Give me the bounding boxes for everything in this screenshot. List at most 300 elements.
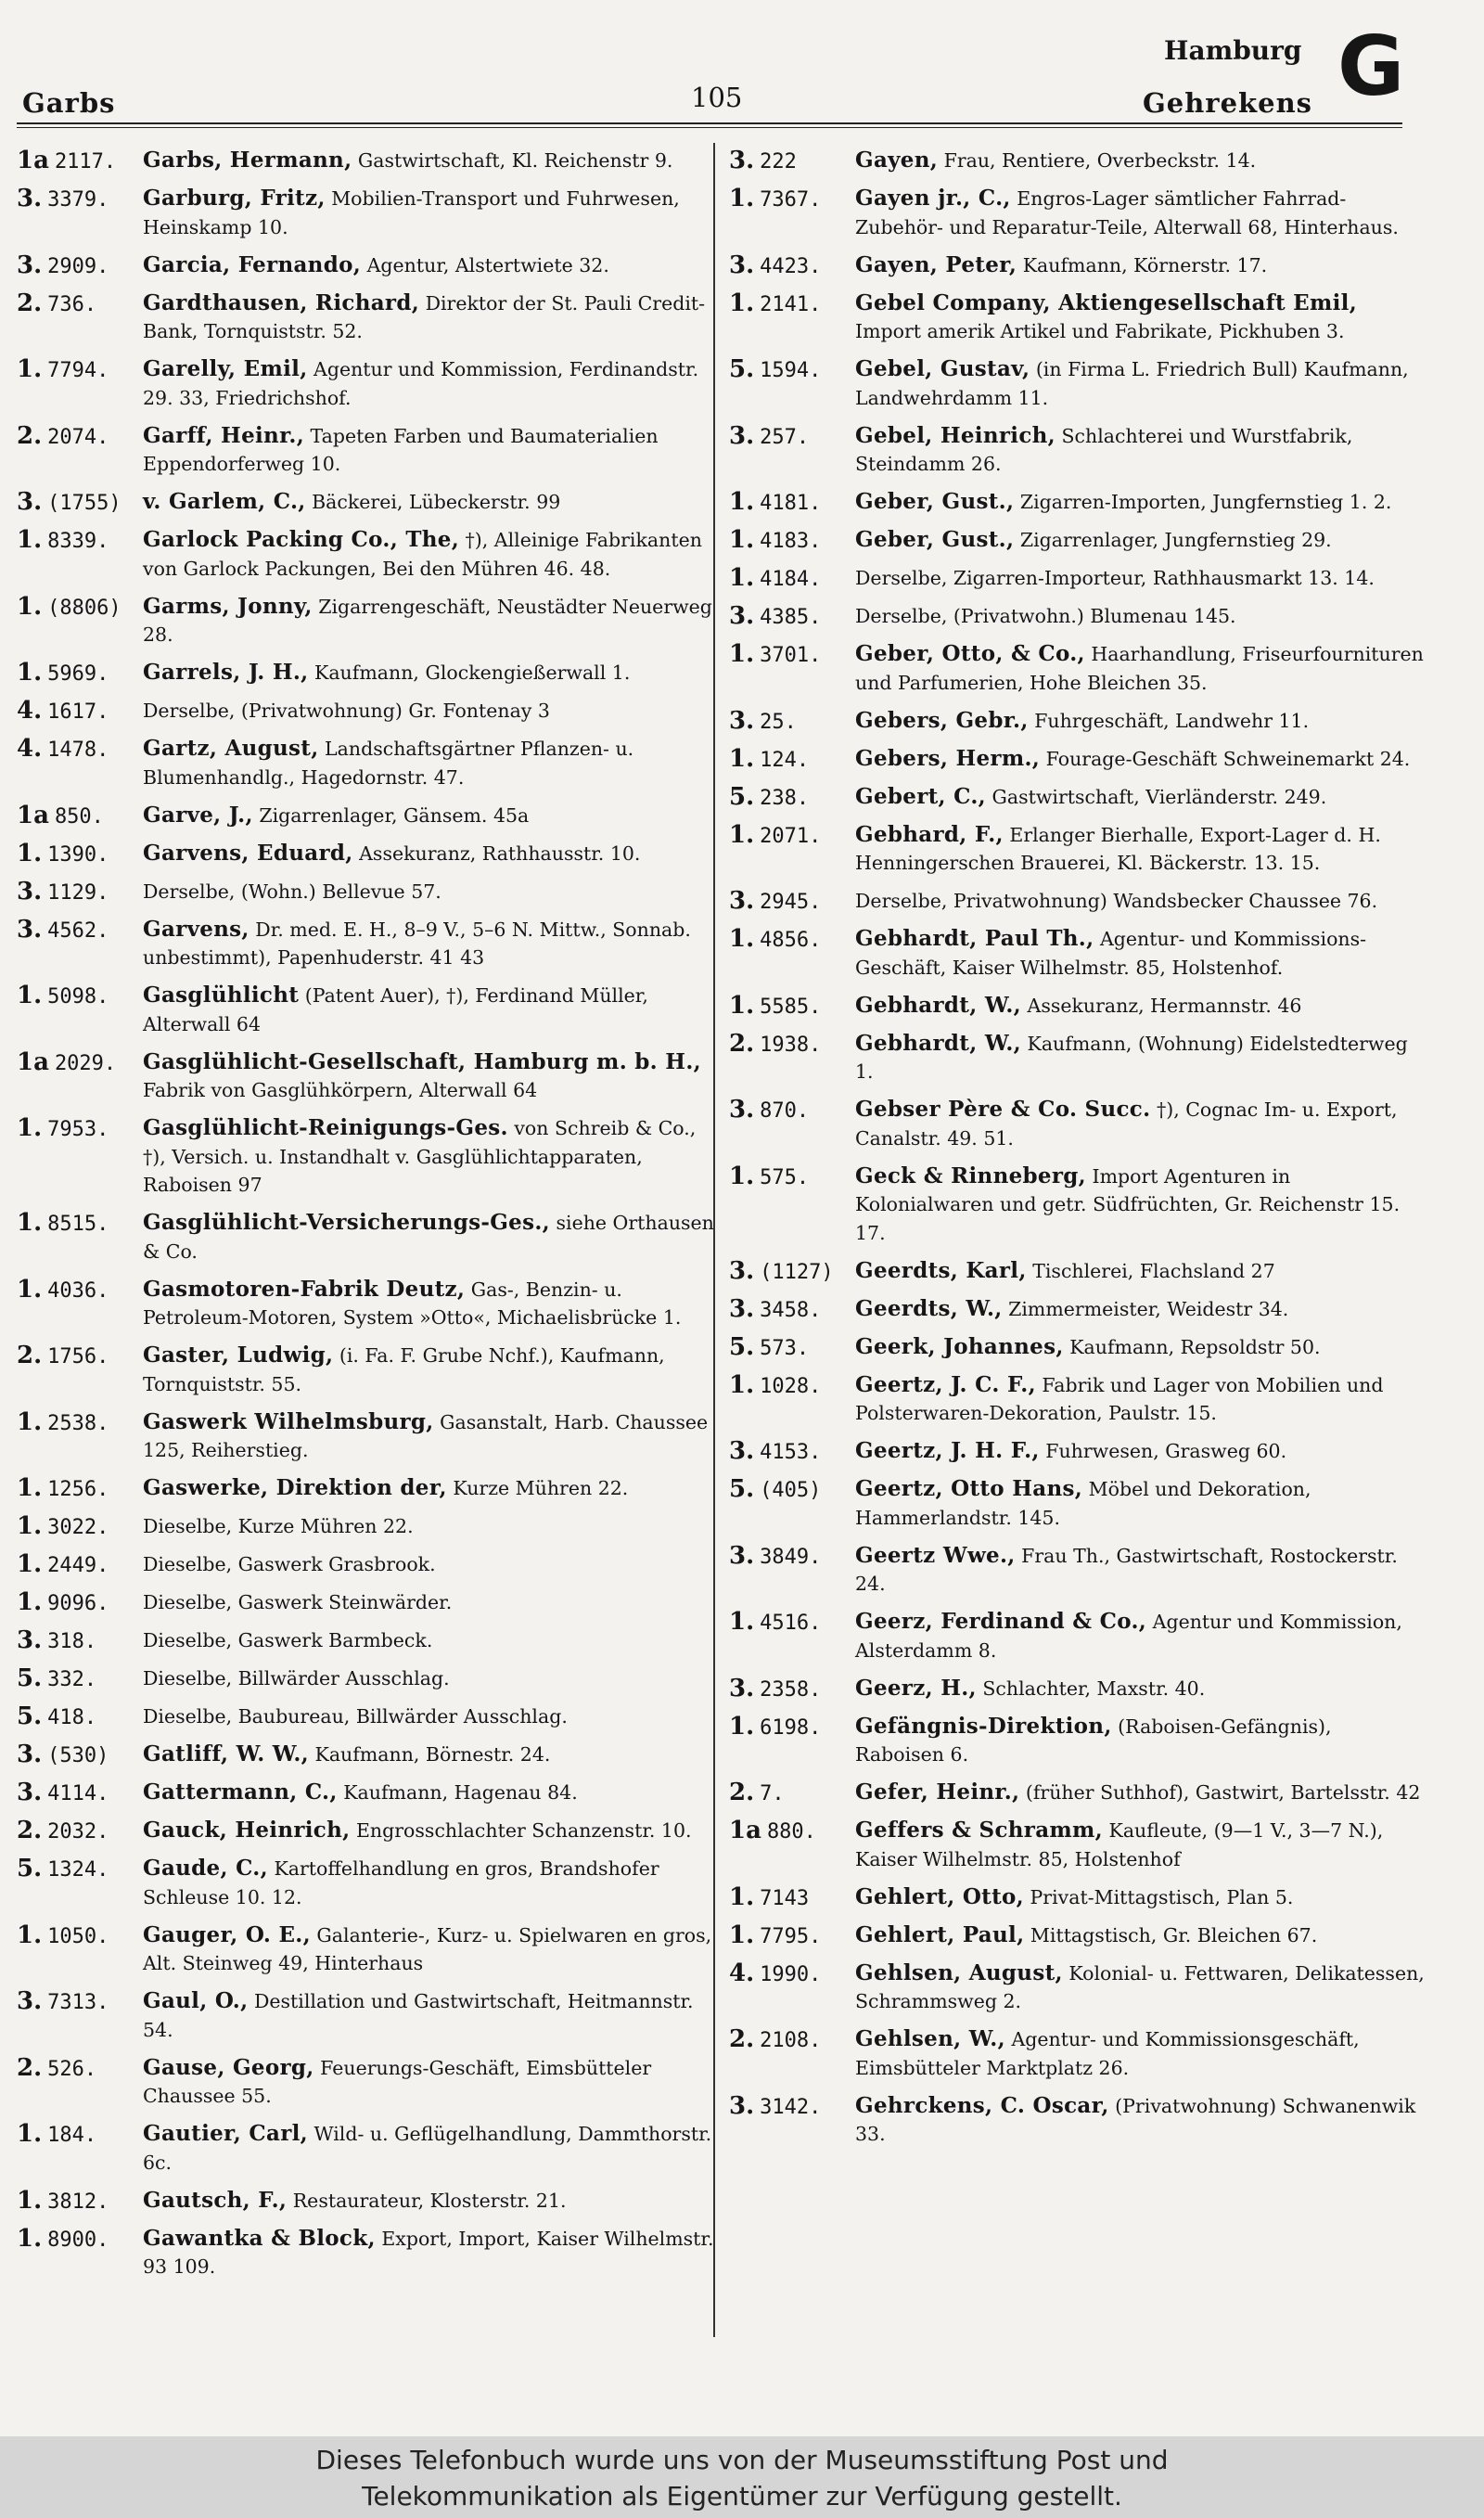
subscriber-details: Bäckerei, Lübeckerstr. 99 xyxy=(312,491,561,513)
directory-entry xyxy=(729,1295,1426,1324)
directory-entry xyxy=(729,1542,1426,1599)
directory-entry xyxy=(729,640,1426,697)
exchange-class: 4. xyxy=(17,735,43,763)
exchange-class: 1. xyxy=(17,1114,43,1142)
phone-number xyxy=(17,802,139,832)
exchange-class: 2. xyxy=(17,1342,43,1369)
subscriber-name: Gaul, O., xyxy=(143,1988,249,2013)
subscriber-details: Tischlerei, Flachsland 27 xyxy=(1032,1259,1275,1282)
subscriber-details: Import amerik Artikel und Fabrikate, Pickhuben 3. xyxy=(855,320,1345,342)
phone-number xyxy=(729,1257,851,1288)
line-number: 4184. xyxy=(760,568,822,591)
line-number: 4181. xyxy=(760,492,822,515)
directory-entry xyxy=(17,1114,714,1200)
line-number: (8806) xyxy=(47,596,122,620)
directory-entry xyxy=(17,1987,714,2044)
exchange-class: 5. xyxy=(17,1664,43,1692)
directory-entry xyxy=(729,1163,1426,1248)
line-number: 2032. xyxy=(47,1820,109,1844)
exchange-class: 4. xyxy=(17,697,43,725)
subscriber-name: Gasglühlicht-Reinigungs-Ges. xyxy=(143,1115,508,1140)
phone-number xyxy=(729,422,851,453)
exchange-class: 1. xyxy=(17,592,43,621)
line-number: 332. xyxy=(47,1668,97,1691)
subscriber-name: Geber, Otto, & Co., xyxy=(855,641,1085,666)
phone-number xyxy=(729,1713,851,1743)
directory-entry xyxy=(17,2225,714,2281)
subscriber-details: Gastwirtschaft, Vierländerstr. 249. xyxy=(991,785,1327,808)
exchange-class: 1. xyxy=(729,1712,755,1741)
exchange-class: 1. xyxy=(729,1608,755,1636)
subscriber-details: Dr. med. E. H., 8–9 V., 5–6 N. Mittw., Sonnab. unbestimmt), Papenhuderstr. 41 43 xyxy=(143,918,691,969)
subscriber-details: Kaufmann, Hagenau 84. xyxy=(343,1781,578,1804)
directory-entry xyxy=(729,2025,1426,2082)
subscriber-name: Gaswerk Wilhelmsburg, xyxy=(143,1408,434,1434)
phone-number xyxy=(17,840,139,870)
line-number: 2074. xyxy=(47,425,109,449)
exchange-class: 5. xyxy=(17,1855,43,1882)
exchange-class: 1. xyxy=(17,355,43,383)
subscriber-name: Gehlsen, W., xyxy=(855,2026,1005,2051)
line-number: 575. xyxy=(760,1165,810,1189)
exchange-class: 3. xyxy=(17,1626,43,1654)
line-number: 7313. xyxy=(47,1991,109,2014)
directory-entry xyxy=(729,992,1426,1021)
subscriber-details: Direktor der St. Pauli Credit-Bank, Tornquiststr. 52. xyxy=(143,291,706,342)
directory-entry xyxy=(729,564,1426,593)
phone-number xyxy=(17,982,139,1012)
subscriber-name: Gehlsen, August, xyxy=(855,1959,1063,1985)
ownership-notice xyxy=(0,2436,1484,2518)
exchange-class: 1. xyxy=(17,1474,43,1502)
subscriber-details: Zigarren-Importen, Jungfernstieg 1. 2. xyxy=(1019,491,1392,513)
line-number: 257. xyxy=(760,425,810,449)
subscriber-details: Kaufmann, (Wohnung) Eidelstedterweg 1. xyxy=(855,1032,1408,1083)
subscriber-name: Gebers, Herm., xyxy=(855,745,1041,771)
directory-entry xyxy=(17,593,714,649)
directory-entry xyxy=(17,422,714,479)
phone-number xyxy=(729,1675,851,1705)
exchange-class: 1. xyxy=(729,289,755,317)
running-head-last-entry: Gehrekens xyxy=(1143,87,1312,119)
exchange-class: 1. xyxy=(17,839,43,867)
exchange-class: 1. xyxy=(729,925,755,953)
directory-entry xyxy=(17,1626,714,1655)
exchange-class: 1. xyxy=(729,640,755,668)
exchange-class: 3. xyxy=(729,1541,755,1570)
subscriber-name: Gefängnis-Direktion, xyxy=(855,1713,1112,1739)
phone-number xyxy=(17,2187,139,2217)
directory-entry xyxy=(729,1921,1426,1950)
exchange-class: 1. xyxy=(17,526,43,554)
subscriber-name: Geertz, Otto Hans, xyxy=(855,1476,1083,1501)
subscriber-details: Schlachter, Maxstr. 40. xyxy=(982,1677,1206,1700)
directory-entry xyxy=(17,2054,714,2111)
directory-entry xyxy=(729,422,1426,479)
subscriber-details: Frau Th., Gastwirtschaft, Rostockerstr. 24. xyxy=(855,1544,1398,1595)
directory-entry xyxy=(729,1333,1426,1362)
phone-number xyxy=(17,1408,139,1439)
subscriber-details: Kaufmann, Körnerstr. 17. xyxy=(1022,253,1268,276)
phone-number xyxy=(17,1664,139,1695)
subscriber-name: Gasglühlicht xyxy=(143,983,300,1008)
directory-entry xyxy=(729,1257,1426,1286)
subscriber-details: Dieselbe, Kurze Mühren 22. xyxy=(143,1515,414,1537)
line-number: 4114. xyxy=(47,1782,109,1805)
line-number: 2449. xyxy=(47,1554,109,1577)
line-number: 222 xyxy=(760,150,797,173)
subscriber-details: Erlanger Bierhalle, Export-Lager d. H. Henningerschen Brauerei, Kl. Bäckerstr. 13. 15. xyxy=(855,823,1381,874)
subscriber-details: Gasanstalt, Harb. Chaussee 125, Reiherstieg. xyxy=(143,1410,709,1461)
exchange-class: 1. xyxy=(729,488,755,516)
subscriber-details: Assekuranz, Rathhausstr. 10. xyxy=(359,841,641,865)
subscriber-details: (früher Suthhof), Gastwirt, Bartelsstr. 42 xyxy=(1025,1781,1421,1804)
line-number: 880. xyxy=(766,1820,816,1844)
exchange-class: 1. xyxy=(17,2186,43,2215)
city-heading: Hamburg xyxy=(1164,35,1302,66)
phone-number xyxy=(17,355,139,386)
directory-entry xyxy=(17,289,714,346)
subscriber-details: Kaufmann, Repsoldstr 50. xyxy=(1069,1335,1321,1358)
subscriber-details: Gas-, Benzin- u. Petroleum-Motoren, System »Otto«, Michaelisbrücke 1. xyxy=(143,1278,682,1329)
directory-entry xyxy=(17,1209,714,1265)
subscriber-name: Gehlert, Paul, xyxy=(855,1921,1025,1947)
phone-number xyxy=(729,1371,851,1402)
subscriber-name: Geber, Gust., xyxy=(855,489,1015,514)
subscriber-details: Möbel und Dekoration, Hammerlandstr. 145. xyxy=(855,1478,1311,1529)
phone-number xyxy=(729,1542,851,1573)
directory-entry xyxy=(729,2092,1426,2149)
line-number: 5098. xyxy=(47,985,109,1008)
subscriber-details: Import Agenturen in Kolonialwaren und getr. Südfrüchten, Gr. Reichenstr 15. 17. xyxy=(855,1164,1401,1244)
directory-entry xyxy=(729,1608,1426,1664)
phone-number xyxy=(729,887,851,918)
phone-number xyxy=(17,1702,139,1733)
line-number: 2909. xyxy=(47,254,109,278)
phone-number xyxy=(17,593,139,623)
phone-number xyxy=(17,1741,139,1771)
subscriber-details: Agentur und Kommission, Alsterdamm 8. xyxy=(855,1611,1402,1662)
line-number: 3022. xyxy=(47,1516,109,1539)
line-number: 6198. xyxy=(760,1715,822,1740)
subscriber-name: Gayen, xyxy=(855,148,939,173)
phone-number xyxy=(17,1342,139,1372)
exchange-class: 3. xyxy=(729,2091,755,2120)
phone-number xyxy=(729,1475,851,1506)
exchange-class: 1. xyxy=(17,1512,43,1540)
directory-entry xyxy=(17,147,714,175)
subscriber-details: Kaufmann, Glockengießerwall 1. xyxy=(314,662,631,684)
subscriber-details: Agentur und Kommission, Ferdinandstr. 29. 33, Friedrichshof. xyxy=(143,358,699,409)
subscriber-name: Garburg, Fritz, xyxy=(143,186,326,211)
directory-entry xyxy=(17,1408,714,1465)
line-number: 4856. xyxy=(760,929,822,952)
subscriber-name: Garms, Jonny, xyxy=(143,593,313,619)
directory-entry xyxy=(729,289,1426,346)
phone-number xyxy=(17,735,139,765)
phone-number xyxy=(729,1883,851,1914)
exchange-class: 1. xyxy=(729,744,755,773)
exchange-class: 3. xyxy=(729,147,755,174)
exchange-class: 1. xyxy=(729,1882,755,1911)
directory-entry xyxy=(17,355,714,412)
subscriber-name: Gautsch, F., xyxy=(143,2187,288,2213)
exchange-class: 5. xyxy=(17,1702,43,1730)
line-number: 3812. xyxy=(47,2190,109,2214)
line-number: 184. xyxy=(47,2124,97,2147)
subscriber-details: Dieselbe, Billwärder Ausschlag. xyxy=(143,1667,450,1689)
phone-number xyxy=(729,147,851,177)
subscriber-details: Restaurateur, Klosterstr. 21. xyxy=(292,2189,567,2212)
exchange-class: 1. xyxy=(729,185,755,212)
phone-number xyxy=(17,697,139,727)
directory-entry xyxy=(17,251,714,280)
exchange-class: 1. xyxy=(17,1588,43,1616)
phone-number xyxy=(17,488,139,519)
line-number: (405) xyxy=(760,1479,822,1502)
line-number: 3142. xyxy=(760,2095,822,2119)
subscriber-name: Gebhardt, W., xyxy=(855,1030,1021,1056)
subscriber-details: Assekuranz, Hermannstr. 46 xyxy=(1027,994,1302,1017)
subscriber-name: Garrels, J. H., xyxy=(143,660,309,685)
exchange-class: 1. xyxy=(17,659,43,687)
directory-entry xyxy=(17,697,714,726)
line-number: 3849. xyxy=(760,1545,822,1569)
directory-entry xyxy=(729,147,1426,175)
subscriber-details: Fabrik und Lager von Mobilien und Polsterwaren-Dekoration, Paulstr. 15. xyxy=(855,1373,1384,1424)
line-number: 1756. xyxy=(47,1345,109,1368)
exchange-class: 3. xyxy=(17,251,43,279)
subscriber-details: Engrosschlachter Schanzenstr. 10. xyxy=(355,1819,692,1842)
left-column xyxy=(17,147,714,2291)
directory-entry xyxy=(17,1342,714,1398)
phone-number xyxy=(17,1921,139,1952)
subscriber-name: Geertz, J. C. F., xyxy=(855,1371,1036,1397)
phone-number xyxy=(17,1779,139,1809)
phone-number xyxy=(729,251,851,282)
exchange-class: 4. xyxy=(729,1959,755,1987)
subscriber-details: Zimmermeister, Weidestr 34. xyxy=(1008,1297,1289,1320)
exchange-class: 3. xyxy=(17,488,43,516)
directory-entry xyxy=(729,1475,1426,1532)
exchange-class: 2. xyxy=(729,1779,755,1806)
phone-number xyxy=(729,745,851,776)
directory-entry xyxy=(17,2120,714,2177)
subscriber-details: Export, Import, Kaiser Wilhelmstr. 93 109. xyxy=(143,2227,714,2278)
exchange-class: 1. xyxy=(729,1921,755,1949)
phone-number xyxy=(729,925,851,956)
subscriber-details: (i. Fa. F. Grube Nchf.), Kaufmann, Tornquiststr. 55. xyxy=(143,1344,665,1395)
directory-entry xyxy=(17,488,714,517)
phone-number xyxy=(17,1987,139,2018)
directory-entry xyxy=(17,1779,714,1807)
subscriber-details: Fuhrgeschäft, Landwehr 11. xyxy=(1034,709,1310,732)
subscriber-details: Derselbe, (Privatwohn.) Blumenau 145. xyxy=(855,605,1236,627)
subscriber-name: Gauck, Heinrich, xyxy=(143,1818,351,1843)
directory-entry xyxy=(17,1664,714,1693)
subscriber-details: †), Alleinige Fabrikanten von Garlock Packungen, Bei den Mühren 46. 48. xyxy=(143,529,702,580)
line-number: 2029. xyxy=(54,1051,117,1075)
phone-number xyxy=(729,821,851,852)
line-number: 2108. xyxy=(760,2029,822,2052)
exchange-class: 1. xyxy=(729,991,755,1020)
line-number: 5969. xyxy=(47,662,109,686)
phone-number xyxy=(17,1114,139,1145)
subscriber-details: Feuerungs-Geschäft, Eimsbütteler Chaussee 55. xyxy=(143,2056,652,2107)
subscriber-details: Kolonial- u. Fettwaren, Delikatessen, Schrammsweg 2. xyxy=(855,1961,1425,2012)
subscriber-name: Geerk, Johannes, xyxy=(855,1333,1064,1359)
directory-entry xyxy=(17,1474,714,1503)
subscriber-details: Fuhrwesen, Grasweg 60. xyxy=(1045,1440,1287,1462)
directory-entry xyxy=(17,526,714,583)
subscriber-name: Gattermann, C., xyxy=(143,1779,338,1805)
phone-number xyxy=(729,1779,851,1809)
directory-entry xyxy=(729,707,1426,736)
directory-entry xyxy=(17,1276,714,1332)
exchange-class: 3. xyxy=(17,1779,43,1806)
exchange-class: 1. xyxy=(729,564,755,592)
subscriber-name: Gatliff, W. W., xyxy=(143,1741,309,1766)
line-number: 238. xyxy=(760,786,810,810)
exchange-class: 2. xyxy=(17,289,43,317)
exchange-class: 5. xyxy=(729,1475,755,1503)
line-number: 9096. xyxy=(47,1592,109,1615)
subscriber-name: Geertz Wwe., xyxy=(855,1542,1016,1568)
subscriber-name: Geck & Rinneberg, xyxy=(855,1163,1086,1188)
subscriber-details: Haarhandlung, Friseurfournituren und Parfumerien, Hohe Bleichen 35. xyxy=(855,643,1424,694)
phone-number xyxy=(729,783,851,814)
phone-number xyxy=(17,2120,139,2151)
line-number: 2117. xyxy=(54,150,117,173)
phone-number xyxy=(17,1550,139,1581)
directory-entry xyxy=(17,1588,714,1617)
directory-entry xyxy=(729,1883,1426,1912)
line-number: 2141. xyxy=(760,292,822,316)
subscriber-name: Garve, J., xyxy=(143,802,253,828)
subscriber-details: Landschaftsgärtner Pflanzen- u. Blumenhandlg., Hagedornstr. 47. xyxy=(143,738,634,789)
phone-number xyxy=(17,1626,139,1657)
phone-number xyxy=(17,251,139,282)
line-number: 7794. xyxy=(47,359,109,382)
line-number: 526. xyxy=(47,2057,97,2081)
subscriber-name: Gasmotoren-Fabrik Deutz, xyxy=(143,1276,466,1302)
phone-number xyxy=(729,2092,851,2123)
exchange-class: 2. xyxy=(17,2053,43,2082)
subscriber-name: Geerz, Ferdinand & Co., xyxy=(855,1609,1147,1634)
subscriber-name: Gawantka & Block, xyxy=(143,2225,376,2251)
exchange-class: 1. xyxy=(17,2224,43,2253)
line-number: 1390. xyxy=(47,842,109,867)
subscriber-details: Frau, Rentiere, Overbeckstr. 14. xyxy=(943,149,1257,172)
subscriber-name: Gebhard, F., xyxy=(855,821,1004,847)
subscriber-details: Schlachterei und Wurstfabrik, Steindamm 26. xyxy=(855,424,1353,475)
exchange-class: 5. xyxy=(729,1332,755,1361)
line-number: 1028. xyxy=(760,1374,822,1398)
phone-number xyxy=(729,526,851,557)
phone-number xyxy=(17,1276,139,1306)
exchange-class: 5. xyxy=(729,782,755,811)
subscriber-name: Gayen, Peter, xyxy=(855,251,1017,277)
exchange-class: 1. xyxy=(17,1921,43,1949)
phone-number xyxy=(729,564,851,595)
exchange-class: 1a xyxy=(17,801,49,829)
subscriber-details: (Raboisen-Gefängnis), Raboisen 6. xyxy=(855,1715,1332,1766)
line-number: 2538. xyxy=(47,1411,109,1435)
subscriber-details: Engros-Lager sämtlicher Fahrrad-Zubehör- und Reparatur-Teile, Alterwall 68, Hinterhaus. xyxy=(855,187,1399,238)
subscriber-name: Gasglühlicht-Gesellschaft, Hamburg m. b. H., xyxy=(143,1048,701,1074)
line-number: 4516. xyxy=(760,1612,822,1635)
line-number: 3379. xyxy=(47,188,109,212)
phone-number xyxy=(17,1048,139,1079)
subscriber-name: Geerdts, Karl, xyxy=(855,1257,1027,1283)
subscriber-details: Fourage-Geschäft Schweinemarkt 24. xyxy=(1045,747,1411,770)
exchange-class: 3. xyxy=(729,1674,755,1702)
phone-number xyxy=(729,1817,851,1847)
subscriber-details: Zigarrenlager, Jungfernstieg 29. xyxy=(1019,529,1332,551)
phone-number xyxy=(729,1163,851,1193)
line-number: 124. xyxy=(760,748,810,772)
exchange-class: 1a xyxy=(17,1047,49,1076)
subscriber-name: Gefer, Heinr., xyxy=(855,1779,1020,1805)
exchange-class: 1. xyxy=(17,2120,43,2148)
subscriber-name: Geerdts, W., xyxy=(855,1295,1003,1321)
exchange-class: 3. xyxy=(17,1987,43,2015)
page-number: 105 xyxy=(691,82,743,113)
directory-entry xyxy=(729,602,1426,631)
line-number: 1478. xyxy=(47,739,109,762)
subscriber-name: Geffers & Schramm, xyxy=(855,1818,1103,1843)
phone-number xyxy=(17,1588,139,1619)
phone-number xyxy=(17,2225,139,2255)
line-number: 3701. xyxy=(760,644,822,667)
phone-number xyxy=(17,1512,139,1543)
subscriber-details: (in Firma L. Friedrich Bull) Kaufmann, Landwehrdamm 11. xyxy=(855,358,1409,409)
directory-entry xyxy=(17,2187,714,2216)
line-number: 7143 xyxy=(760,1886,810,1910)
subscriber-name: Garelly, Emil, xyxy=(143,356,308,381)
line-number: 4153. xyxy=(760,1441,822,1464)
subscriber-details: Kaufleute, (9—1 V., 3—7 N.), Kaiser Wilhelmstr. 85, Holstenhof xyxy=(855,1819,1384,1870)
phone-number xyxy=(17,1855,139,1885)
directory-entry xyxy=(17,802,714,830)
line-number: 1050. xyxy=(47,1924,109,1948)
line-number: 1990. xyxy=(760,1962,822,1986)
directory-entry xyxy=(729,355,1426,412)
subscriber-name: Gauger, O. E., xyxy=(143,1921,311,1947)
subscriber-details: Derselbe, (Privatwohnung) Gr. Fontenay 3 xyxy=(143,700,550,722)
line-number: 318. xyxy=(47,1630,97,1653)
subscriber-name: Garvens, xyxy=(143,916,249,942)
phone-number xyxy=(17,1209,139,1240)
exchange-class: 3. xyxy=(729,251,755,279)
phone-number xyxy=(729,2025,851,2056)
line-number: 4183. xyxy=(760,530,822,553)
exchange-class: 3. xyxy=(729,1437,755,1465)
subscriber-details: Tapeten Farben und Baumaterialien Eppendorferweg 10. xyxy=(143,424,659,475)
phone-number xyxy=(729,355,851,386)
line-number: (530) xyxy=(47,1744,109,1767)
exchange-class: 1a xyxy=(17,147,49,174)
exchange-class: 1. xyxy=(729,526,755,554)
exchange-class: 1. xyxy=(729,1162,755,1190)
exchange-class: 3. xyxy=(729,1256,755,1285)
directory-entry xyxy=(729,526,1426,555)
exchange-class: 3. xyxy=(729,421,755,450)
directory-entry xyxy=(729,1713,1426,1769)
subscriber-name: Gebel, Gustav, xyxy=(855,356,1030,381)
phone-number xyxy=(729,992,851,1022)
subscriber-details: Kurze Mühren 22. xyxy=(453,1477,629,1499)
